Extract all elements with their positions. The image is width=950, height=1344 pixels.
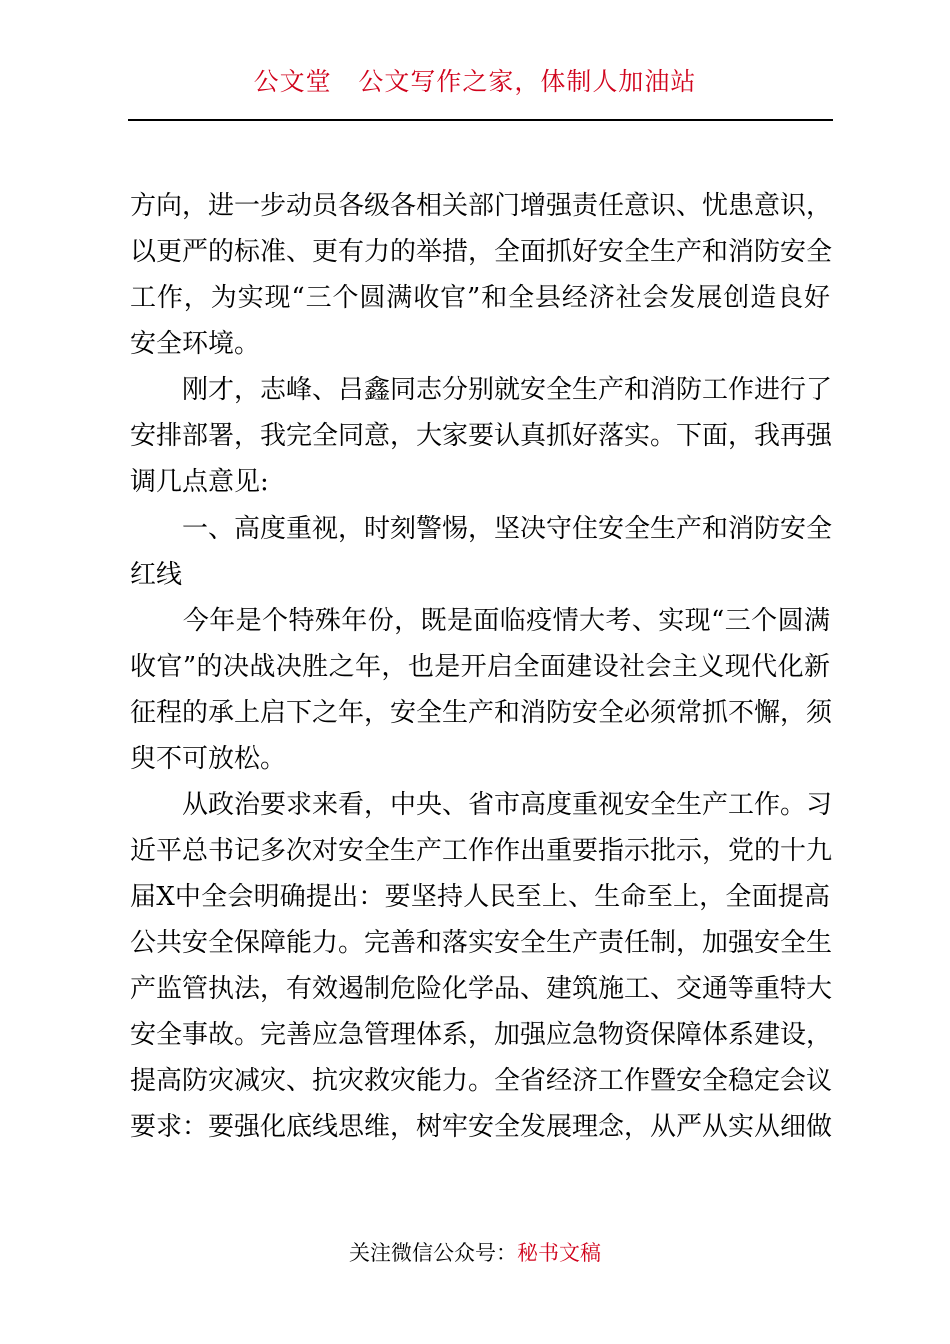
text-line: 要求：要强化底线思维，树牢安全发展理念，从严从实从细做 [130, 1112, 833, 1142]
text-line: 收官”的决战决胜之年，也是开启全面建设社会主义现代化新 [130, 652, 830, 682]
text-line: 刚才，志峰、吕鑫同志分别就安全生产和消防工作进行了 [130, 375, 833, 405]
page-footer [0, 1237, 950, 1267]
text-line: 臾不可放松。 [130, 744, 287, 774]
text-line: 公共安全保障能力。完善和落实安全生产责任制，加强安全生 [130, 928, 833, 958]
text-line: 产监管执法，有效遏制危险化学品、建筑施工、交通等重特大 [130, 974, 833, 1004]
footer-account-name: 秘书文稿 [517, 1241, 601, 1265]
text-line: 近平总书记多次对安全生产工作作出重要指示批示，党的十九 [130, 836, 833, 866]
text-line: 方向，进一步动员各级各相关部门增强责任意识、忧患意识， [130, 191, 833, 221]
text-line: 届X中全会明确提出：要坚持人民至上、生命至上，全面提高 [130, 882, 830, 912]
text-line: 安全事故。完善应急管理体系，加强应急物资保障体系建设， [130, 1020, 833, 1050]
text-line: 安全环境。 [130, 329, 261, 359]
page-header: 公文堂 公文写作之家，体制人加油站 [253, 67, 697, 96]
text-line: 调几点意见: [130, 467, 269, 497]
header-divider [128, 119, 833, 121]
section-heading-line: 一、高度重视，时刻警惕，坚决守住安全生产和消防安全 [130, 514, 833, 544]
text-line: 提高防灾减灾、抗灾救灾能力。全省经济工作暨安全稳定会议 [130, 1066, 833, 1096]
text-line: 安排部署，我完全同意，大家要认真抓好落实。下面，我再强 [130, 421, 833, 451]
footer-label: 关注微信公众号： [349, 1241, 517, 1265]
text-line: 从政治要求来看，中央、省市高度重视安全生产工作。习 [130, 790, 833, 820]
text-line: 征程的承上启下之年，安全生产和消防安全必须常抓不懈，须 [130, 698, 833, 728]
section-heading-line: 红线 [130, 560, 183, 590]
text-line: 工作，为实现“三个圆满收官”和全县经济社会发展创造良好 [130, 283, 830, 313]
text-line: 以更严的标准、更有力的举措，全面抓好安全生产和消防安全 [130, 237, 833, 267]
text-line: 今年是个特殊年份，既是面临疫情大考、实现“三个圆满 [130, 606, 830, 636]
